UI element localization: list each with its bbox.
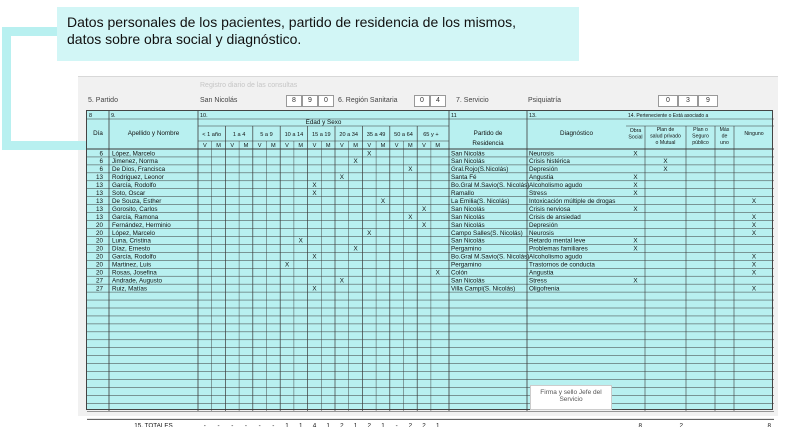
row-partido: San Nicolás <box>451 205 485 213</box>
row-name: Rosas, Josefina <box>112 269 157 277</box>
row-name: Díaz, Ernesto <box>112 245 151 253</box>
row-name: García, Ramona <box>112 213 159 221</box>
row-name: García, Rodolfo <box>112 182 157 190</box>
total-age-value: - <box>217 422 220 427</box>
row-name: Ruiz, Matías <box>112 285 147 293</box>
row-partido: Pergamino <box>451 261 482 269</box>
sex-label: V <box>285 143 289 150</box>
row-obra-mark: X <box>663 158 668 166</box>
row-diagnostico: Depresión <box>529 221 558 229</box>
total-obra-value: 2 <box>679 422 683 427</box>
total-age-value: 1 <box>326 422 330 427</box>
form-header <box>86 95 773 109</box>
col-num-nombre: 9. <box>111 113 116 119</box>
row-partido: Colón <box>451 269 468 277</box>
row-day: 20 <box>95 261 103 269</box>
callout-bracket-left <box>2 27 11 150</box>
total-age-value: 1 <box>298 422 303 427</box>
sex-label: V <box>394 143 399 150</box>
row-age-mark: X <box>408 213 413 221</box>
sex-label: V <box>422 143 426 150</box>
header-nombre: Apellido y Nombre <box>127 130 180 137</box>
sex-label: M <box>435 143 441 150</box>
row-day: 20 <box>95 253 103 261</box>
row-age-mark: X <box>298 237 303 245</box>
servicio-code-2: 3 <box>678 95 698 107</box>
row-obra-mark: X <box>751 221 757 229</box>
row-name: Luna, Cristina <box>112 237 151 245</box>
row-partido: Villa Campi(S. Nicolás) <box>451 285 516 293</box>
row-name: De Dios, Francisca <box>112 166 166 174</box>
row-obra-mark: X <box>633 150 638 158</box>
row-day: 13 <box>95 197 103 205</box>
row-obra-mark: X <box>633 190 638 197</box>
col-num-obra: 14. Perteneciente o Está asociado a <box>628 113 709 119</box>
row-diagnostico: Angustia <box>529 269 554 277</box>
row-day: 13 <box>95 174 103 182</box>
row-diagnostico: Crisis histérica <box>529 158 570 166</box>
total-age-value: 1 <box>435 422 440 427</box>
row-name: Gorosito, Carlos <box>112 205 158 213</box>
row-name: Jimenez, Norma <box>112 158 158 166</box>
row-partido: San Nicolás <box>451 237 485 245</box>
row-name: López, Marcelo <box>112 229 156 237</box>
row-age-mark: X <box>367 150 372 158</box>
total-age-value: - <box>272 422 275 427</box>
obra-header-label: Obra <box>629 128 642 134</box>
row-obra-mark: X <box>751 197 757 205</box>
row-partido: San Nicolás <box>451 150 485 158</box>
obra-header-label: Más <box>719 127 730 133</box>
partido-label: 5. Partido <box>88 97 118 104</box>
sex-label: M <box>380 143 386 150</box>
row-name: García, Rodolfo <box>112 253 157 261</box>
row-name: Soto, Oscar <box>112 190 146 197</box>
obra-header-label: público <box>692 140 709 146</box>
table-grid <box>87 111 774 427</box>
total-age-value: 2 <box>340 422 344 427</box>
row-obra-mark: X <box>751 261 757 269</box>
row-partido: San Nicolás <box>451 221 485 229</box>
row-diagnostico: Crisis de ansiedad <box>529 213 581 221</box>
row-day: 6 <box>99 150 103 158</box>
row-age-mark: X <box>353 245 358 253</box>
sex-label: M <box>271 143 276 150</box>
row-partido: Santa Fé <box>451 174 477 182</box>
row-day: 20 <box>95 237 103 245</box>
row-day: 13 <box>95 190 103 197</box>
totals-label: 15. TOTALES <box>134 422 173 427</box>
obra-header-label: Ninguno <box>744 131 764 137</box>
age-group-label: 15 a 19 <box>311 132 331 138</box>
header-edad-sexo: Edad y Sexo <box>305 119 342 126</box>
callout-line-1: Datos personales de los pacientes, partido de residencia de los mismos, <box>67 14 517 30</box>
row-diagnostico: Stress <box>529 277 547 285</box>
header-partido-1: Partido de <box>473 130 503 137</box>
row-day: 6 <box>99 158 103 166</box>
row-diagnostico: Problemas familiares <box>529 245 588 253</box>
row-age-mark: X <box>408 166 413 174</box>
row-diagnostico: Intoxicación múltiple de drogas <box>529 197 616 205</box>
row-name: Andrade, Augusto <box>112 277 163 285</box>
row-day: 27 <box>95 277 103 285</box>
row-age-mark: X <box>367 229 372 237</box>
row-age-mark: X <box>435 269 440 277</box>
partido-code-1: 8 <box>286 95 302 107</box>
row-age-mark: X <box>353 158 358 166</box>
row-day: 27 <box>95 285 103 293</box>
obra-header-label: Seguro <box>692 133 709 140</box>
sex-label: M <box>216 143 221 150</box>
total-age-value: 2 <box>367 422 372 427</box>
header-partido-2: Residencia <box>472 140 504 147</box>
age-group-label: 5 a 9 <box>260 132 273 138</box>
total-age-value: - <box>203 422 206 427</box>
sex-label: V <box>202 143 207 150</box>
row-obra-mark: X <box>633 277 638 285</box>
age-group-label: 20 a 34 <box>339 132 359 138</box>
obra-header-label: Plan o <box>693 127 708 133</box>
total-age-value: - <box>231 422 234 427</box>
obra-header-label: uno <box>720 140 729 146</box>
row-age-mark: X <box>312 190 317 197</box>
row-day: 13 <box>95 182 103 190</box>
servicio-value: Psiquiatría <box>528 97 562 104</box>
total-age-value: 1 <box>285 422 289 427</box>
total-age-value: 1 <box>353 422 358 427</box>
col-num-edad: 10. <box>200 113 208 119</box>
row-age-mark: X <box>380 197 386 205</box>
sex-label: M <box>325 143 331 150</box>
row-partido: San Nicolás <box>451 158 485 166</box>
row-age-mark: X <box>339 174 344 182</box>
row-day: 13 <box>95 205 103 213</box>
row-partido: San Nicolás <box>451 277 485 285</box>
sex-label: M <box>353 143 358 150</box>
total-obra-value: 8 <box>638 422 642 427</box>
servicio-code-3: 9 <box>698 95 718 107</box>
partido-code-2: 9 <box>302 95 318 107</box>
row-day: 20 <box>95 221 103 229</box>
obra-header-label: de <box>721 133 728 140</box>
row-diagnostico: Alcoholismo agudo <box>529 253 583 261</box>
row-name: López, Marcelo <box>112 150 156 158</box>
total-age-value: - <box>258 422 261 427</box>
row-age-mark: X <box>312 285 317 293</box>
row-partido: Pergamino <box>451 245 482 253</box>
obra-header-label: Social <box>628 134 643 141</box>
col-num-partido: 11 <box>451 113 457 119</box>
obra-header-label: salud privado <box>650 133 681 140</box>
age-group-label: 10 a 14 <box>284 132 304 138</box>
row-age-mark: X <box>312 182 317 190</box>
row-day: 13 <box>95 213 103 221</box>
region-code-2: 4 <box>430 95 446 107</box>
row-day: 6 <box>99 166 103 174</box>
row-diagnostico: Depresión <box>529 166 558 174</box>
row-obra-mark: X <box>751 253 757 261</box>
servicio-label: 7. Servicio <box>456 97 489 104</box>
row-partido: Bo.Gral M.Savio(S. Nicolás) <box>451 182 530 190</box>
callout-line-2: datos sobre obra social y diagnóstico. <box>67 31 302 47</box>
row-partido: Campo Salles(S. Nicolás) <box>451 229 523 237</box>
row-obra-mark: X <box>751 213 757 221</box>
row-diagnostico: Alcoholismo agudo <box>529 182 583 190</box>
row-day: 20 <box>95 245 103 253</box>
col-num-dia: 8 <box>89 113 93 119</box>
row-diagnostico: Oligofrenia <box>529 285 560 293</box>
partido-code-3: 0 <box>318 95 334 107</box>
row-obra-mark: X <box>633 205 638 213</box>
row-obra-mark: X <box>751 229 757 237</box>
row-partido: La Emilia(S. Nicolás) <box>451 197 510 205</box>
age-group-label: 65 y + <box>423 132 439 138</box>
sex-label: V <box>312 143 317 150</box>
callout-bracket-bottom <box>2 141 88 150</box>
obra-header-label: o Mutual <box>655 140 676 146</box>
row-partido: Gral.Rojo(S.Nicolás) <box>451 166 509 174</box>
age-group-label: 50 a 64 <box>394 132 413 138</box>
col-num-diag: 13. <box>529 113 537 119</box>
row-age-mark: X <box>339 277 344 285</box>
sex-label: V <box>257 143 262 150</box>
total-age-value: - <box>244 422 248 427</box>
row-name: Fernández, Herminio <box>112 221 171 229</box>
row-partido: Bo.Gral M.Savio(S. Nicolás) <box>451 253 530 261</box>
sex-label: V <box>339 143 344 150</box>
row-obra-mark: X <box>751 285 757 293</box>
total-obra-value: 8 <box>767 422 771 427</box>
region-label: 6. Región Sanitaria <box>338 97 398 104</box>
total-age-value: 2 <box>408 422 413 427</box>
row-obra-mark: X <box>633 182 638 190</box>
row-diagnostico: Angustia <box>529 174 554 182</box>
row-obra-mark: X <box>751 269 757 277</box>
sex-label: M <box>408 143 413 150</box>
total-age-value: 1 <box>381 422 385 427</box>
row-day: 20 <box>95 269 103 277</box>
callout-box <box>57 7 579 61</box>
row-age-mark: X <box>421 221 427 229</box>
row-age-mark: X <box>284 261 290 269</box>
row-diagnostico: Crisis nerviosa <box>529 205 571 213</box>
age-group-label: < 1 año <box>202 132 222 138</box>
row-partido: San Nicolás <box>451 213 485 221</box>
row-age-mark: X <box>421 205 427 213</box>
signature-box: Firma y sello Jefe del Servicio <box>530 385 612 410</box>
row-diagnostico: Neurosis <box>529 150 554 158</box>
row-diagnostico: Retardo mental leve <box>529 237 586 245</box>
obra-header-label: Plan de <box>656 127 675 133</box>
row-name: De Souza, Esther <box>112 197 162 205</box>
row-age-mark: X <box>312 253 317 261</box>
sex-label: V <box>367 143 372 150</box>
row-day: 20 <box>95 229 103 237</box>
row-diagnostico: Neurosis <box>529 229 554 237</box>
row-name: Martinez, Luis <box>112 261 152 269</box>
row-obra-mark: X <box>633 174 638 182</box>
sex-label: V <box>230 143 235 150</box>
total-age-value: 4 <box>312 422 317 427</box>
age-group-label: 35 a 49 <box>366 132 386 138</box>
row-diagnostico: Stress <box>529 190 547 197</box>
row-partido: Ramallo <box>451 190 475 197</box>
servicio-code-1: 0 <box>658 95 678 107</box>
sex-label: M <box>298 143 304 150</box>
patient-register-table <box>86 110 773 427</box>
sex-label: M <box>243 143 249 150</box>
partido-value: San Nicolás <box>200 97 238 104</box>
row-diagnostico: Trastornos de conducta <box>529 261 595 269</box>
row-obra-mark: X <box>663 166 668 174</box>
row-obra-mark: X <box>633 237 638 245</box>
total-age-value: 2 <box>422 422 426 427</box>
header-diagnostico: Diagnóstico <box>560 130 593 137</box>
total-age-value: - <box>395 422 398 427</box>
row-obra-mark: X <box>633 245 638 253</box>
row-name: Rodriguez, Leonor <box>112 174 164 182</box>
region-code-1: 0 <box>414 95 430 107</box>
age-group-label: 1 a 4 <box>232 132 246 138</box>
ghost-heading: Registro diario de las consultas <box>200 82 298 89</box>
header-dia: Día <box>93 130 103 137</box>
